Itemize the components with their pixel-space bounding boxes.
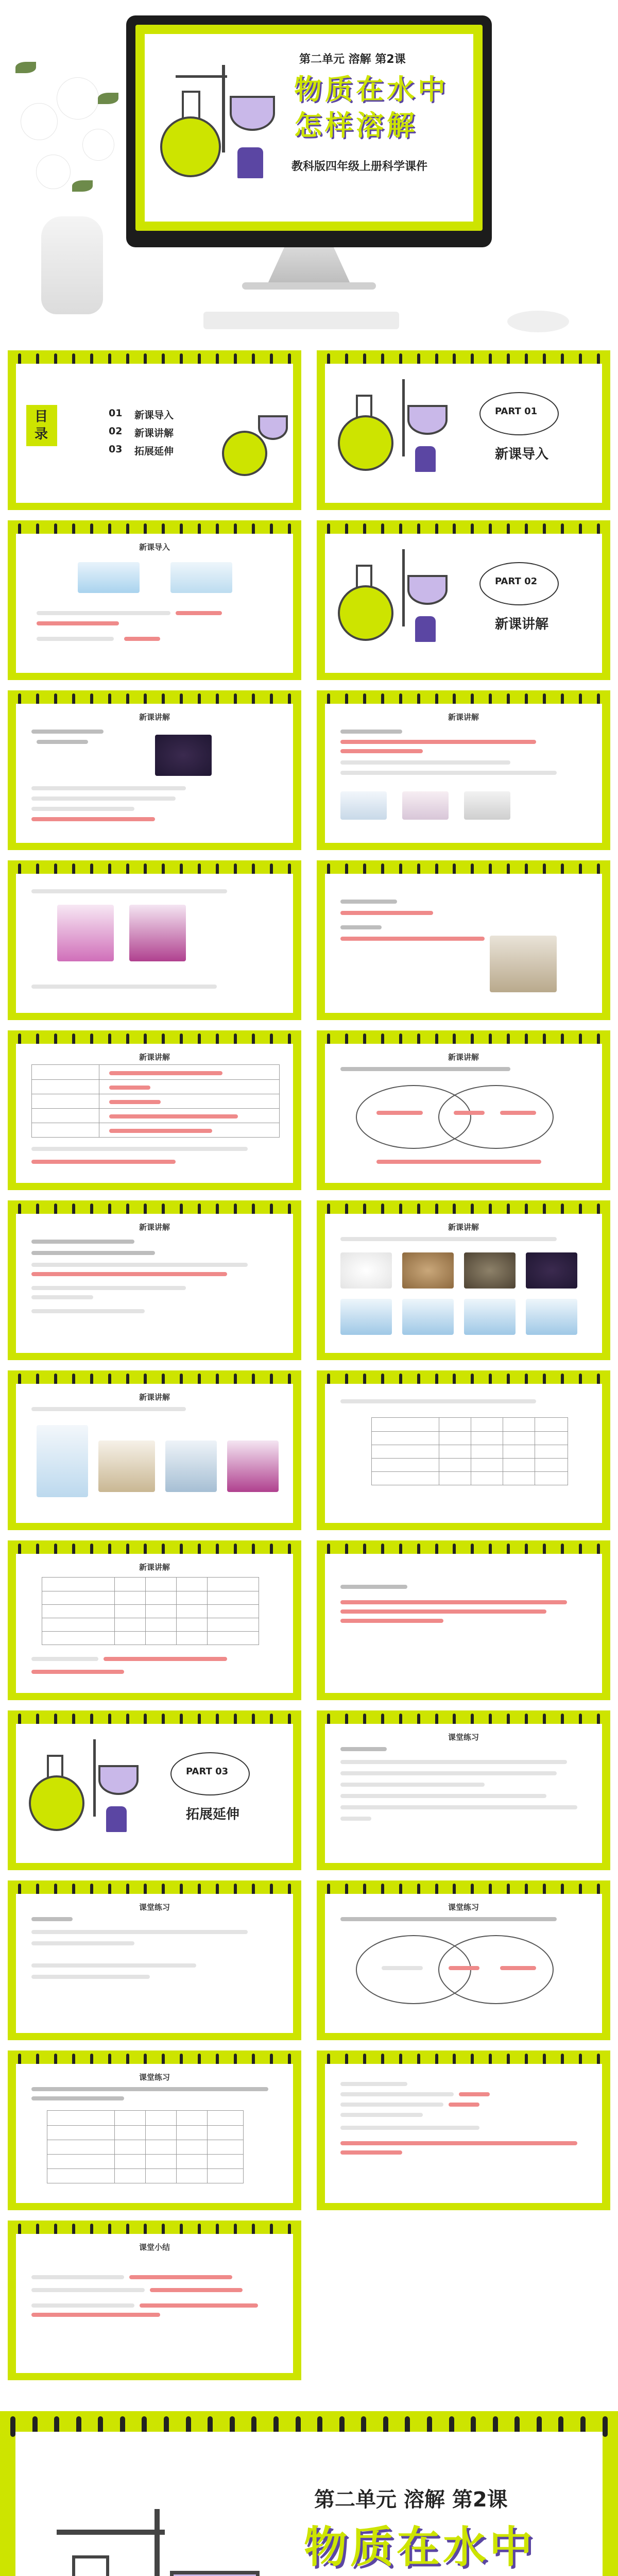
slide-title: 新课讲解 — [139, 1563, 170, 1572]
toc-num-3: 03 — [109, 444, 123, 455]
slide-part-02 — [317, 520, 610, 680]
flower-decoration — [57, 77, 99, 120]
sand-photo — [402, 1252, 454, 1289]
part-label: PART 01 — [495, 406, 538, 417]
keyboard — [203, 312, 399, 329]
salt-photo — [340, 1252, 392, 1289]
burner-icon — [237, 147, 263, 178]
beaker-photo — [464, 791, 510, 820]
slide-toc — [8, 350, 301, 510]
bowl-icon — [407, 405, 448, 435]
toc-item-3[interactable]: 拓展延伸 — [134, 446, 174, 457]
slide-title: 课堂练习 — [139, 1903, 170, 1912]
flower-decoration — [36, 155, 71, 189]
slide-lecture-11 — [8, 1540, 301, 1700]
beaker-photo — [170, 562, 232, 593]
toc-num-1: 01 — [109, 408, 123, 419]
burner-icon — [415, 616, 436, 642]
slide-lecture-12 — [317, 1540, 610, 1700]
beaker-photo — [78, 562, 140, 593]
slide-practice-5 — [317, 2050, 610, 2210]
beaker-photo — [165, 1440, 217, 1492]
burner-icon — [415, 446, 436, 472]
leaf-decoration — [72, 180, 93, 192]
slide-lecture-5 — [8, 1030, 301, 1190]
slide-title: 新课讲解 — [139, 1393, 170, 1402]
slide-practice-1 — [317, 1710, 610, 1870]
beaker-photo — [57, 905, 114, 961]
slide-lecture-1 — [8, 690, 301, 850]
slide-lecture-8 — [317, 1200, 610, 1360]
crystal-photo — [155, 735, 212, 776]
bowl-icon — [407, 575, 448, 605]
slide-lecture-6 — [317, 1030, 610, 1190]
hero-section — [0, 0, 618, 340]
cover-slide-mini — [145, 34, 473, 222]
slide-title: 新课讲解 — [448, 713, 479, 722]
slide-lecture-7 — [8, 1200, 301, 1360]
flower-decoration — [82, 129, 114, 161]
slide-part-03 — [8, 1710, 301, 1870]
beaker-photo — [227, 1440, 279, 1492]
monitor — [126, 15, 492, 247]
part-title: 拓展延伸 — [186, 1807, 240, 1822]
monitor-stand — [268, 247, 350, 283]
part-title: 新课导入 — [495, 447, 549, 462]
burner-icon — [106, 1806, 127, 1832]
venn-right — [438, 1085, 554, 1149]
slide-title: 课堂小结 — [139, 2243, 170, 2252]
slide-title: 课堂练习 — [139, 2073, 170, 2082]
beaker-photo — [37, 1425, 88, 1497]
beaker-photo — [129, 905, 186, 961]
hand-photo — [490, 936, 557, 992]
slide-lecture-2 — [317, 690, 610, 850]
leaf-decoration — [98, 93, 118, 104]
flask-icon — [222, 431, 267, 476]
slide-title: 新课讲解 — [139, 713, 170, 722]
cover-title-line2: 怎样溶解 — [294, 109, 418, 142]
bowl-icon — [170, 2571, 260, 2576]
final-cover-paper — [15, 2432, 603, 2576]
monitor-base — [242, 282, 376, 290]
slide-lecture-4 — [317, 860, 610, 1020]
toc-heading: 目录 — [35, 409, 48, 442]
beaker-photo — [340, 1299, 392, 1335]
slide-practice-3 — [317, 1880, 610, 2040]
part-label: PART 02 — [495, 576, 538, 587]
beaker-photo — [464, 1299, 516, 1335]
observation-table — [31, 1064, 280, 1138]
part-label: PART 03 — [186, 1766, 229, 1777]
final-cover-slide — [0, 2411, 618, 2576]
flask-icon — [338, 585, 393, 641]
slide-title: 新课讲解 — [448, 1053, 479, 1062]
results-table — [47, 2110, 244, 2183]
slide-lecture-9 — [8, 1370, 301, 1530]
beaker-photo — [402, 791, 449, 820]
results-table — [371, 1417, 568, 1485]
toc-item-2[interactable]: 新课讲解 — [134, 428, 174, 439]
crystal-photo — [526, 1252, 577, 1289]
slide-title: 新课讲解 — [448, 1223, 479, 1232]
results-table — [42, 1577, 259, 1645]
slide-intro — [8, 520, 301, 680]
bowl-icon — [98, 1765, 139, 1795]
slide-title: 新课讲解 — [139, 1053, 170, 1062]
cover-title-line1: 物质在水中 — [294, 73, 449, 106]
beaker-photo — [402, 1299, 454, 1335]
slide-title: 新课导入 — [139, 543, 170, 552]
mouse — [507, 311, 569, 332]
vase-decoration — [41, 216, 103, 314]
slide-lecture-10 — [317, 1370, 610, 1530]
leaf-decoration — [15, 62, 36, 73]
beaker-photo — [526, 1299, 577, 1335]
bowl-icon — [230, 96, 275, 131]
flask-icon — [160, 116, 221, 177]
final-title-line1: 物质在水中 — [304, 2522, 536, 2572]
slide-summary — [8, 2221, 301, 2380]
flask-icon — [338, 415, 393, 471]
cover-unit-line: 第二单元 溶解 第2课 — [299, 53, 406, 66]
beaker-photo — [340, 791, 387, 820]
final-unit-line: 第二单元 溶解 第2课 — [314, 2488, 508, 2512]
flask-icon — [29, 1775, 84, 1831]
monitor-screen — [135, 25, 483, 231]
cover-course-line: 教科版四年级上册科学课件 — [291, 160, 428, 173]
slide-practice-2 — [8, 1880, 301, 2040]
slide-lecture-3 — [8, 860, 301, 1020]
beaker-photo — [98, 1440, 155, 1492]
bowl-icon — [258, 415, 288, 440]
toc-num-2: 02 — [109, 426, 123, 437]
slide-title: 课堂练习 — [448, 1733, 479, 1742]
slide-part-01 — [317, 350, 610, 510]
slide-title: 新课讲解 — [139, 1223, 170, 1232]
soil-photo — [464, 1252, 516, 1289]
part-title: 新课讲解 — [495, 617, 549, 632]
toc-item-1[interactable]: 新课导入 — [134, 410, 174, 421]
slide-title: 课堂练习 — [448, 1903, 479, 1912]
slide-practice-4 — [8, 2050, 301, 2210]
flower-decoration — [21, 103, 58, 140]
